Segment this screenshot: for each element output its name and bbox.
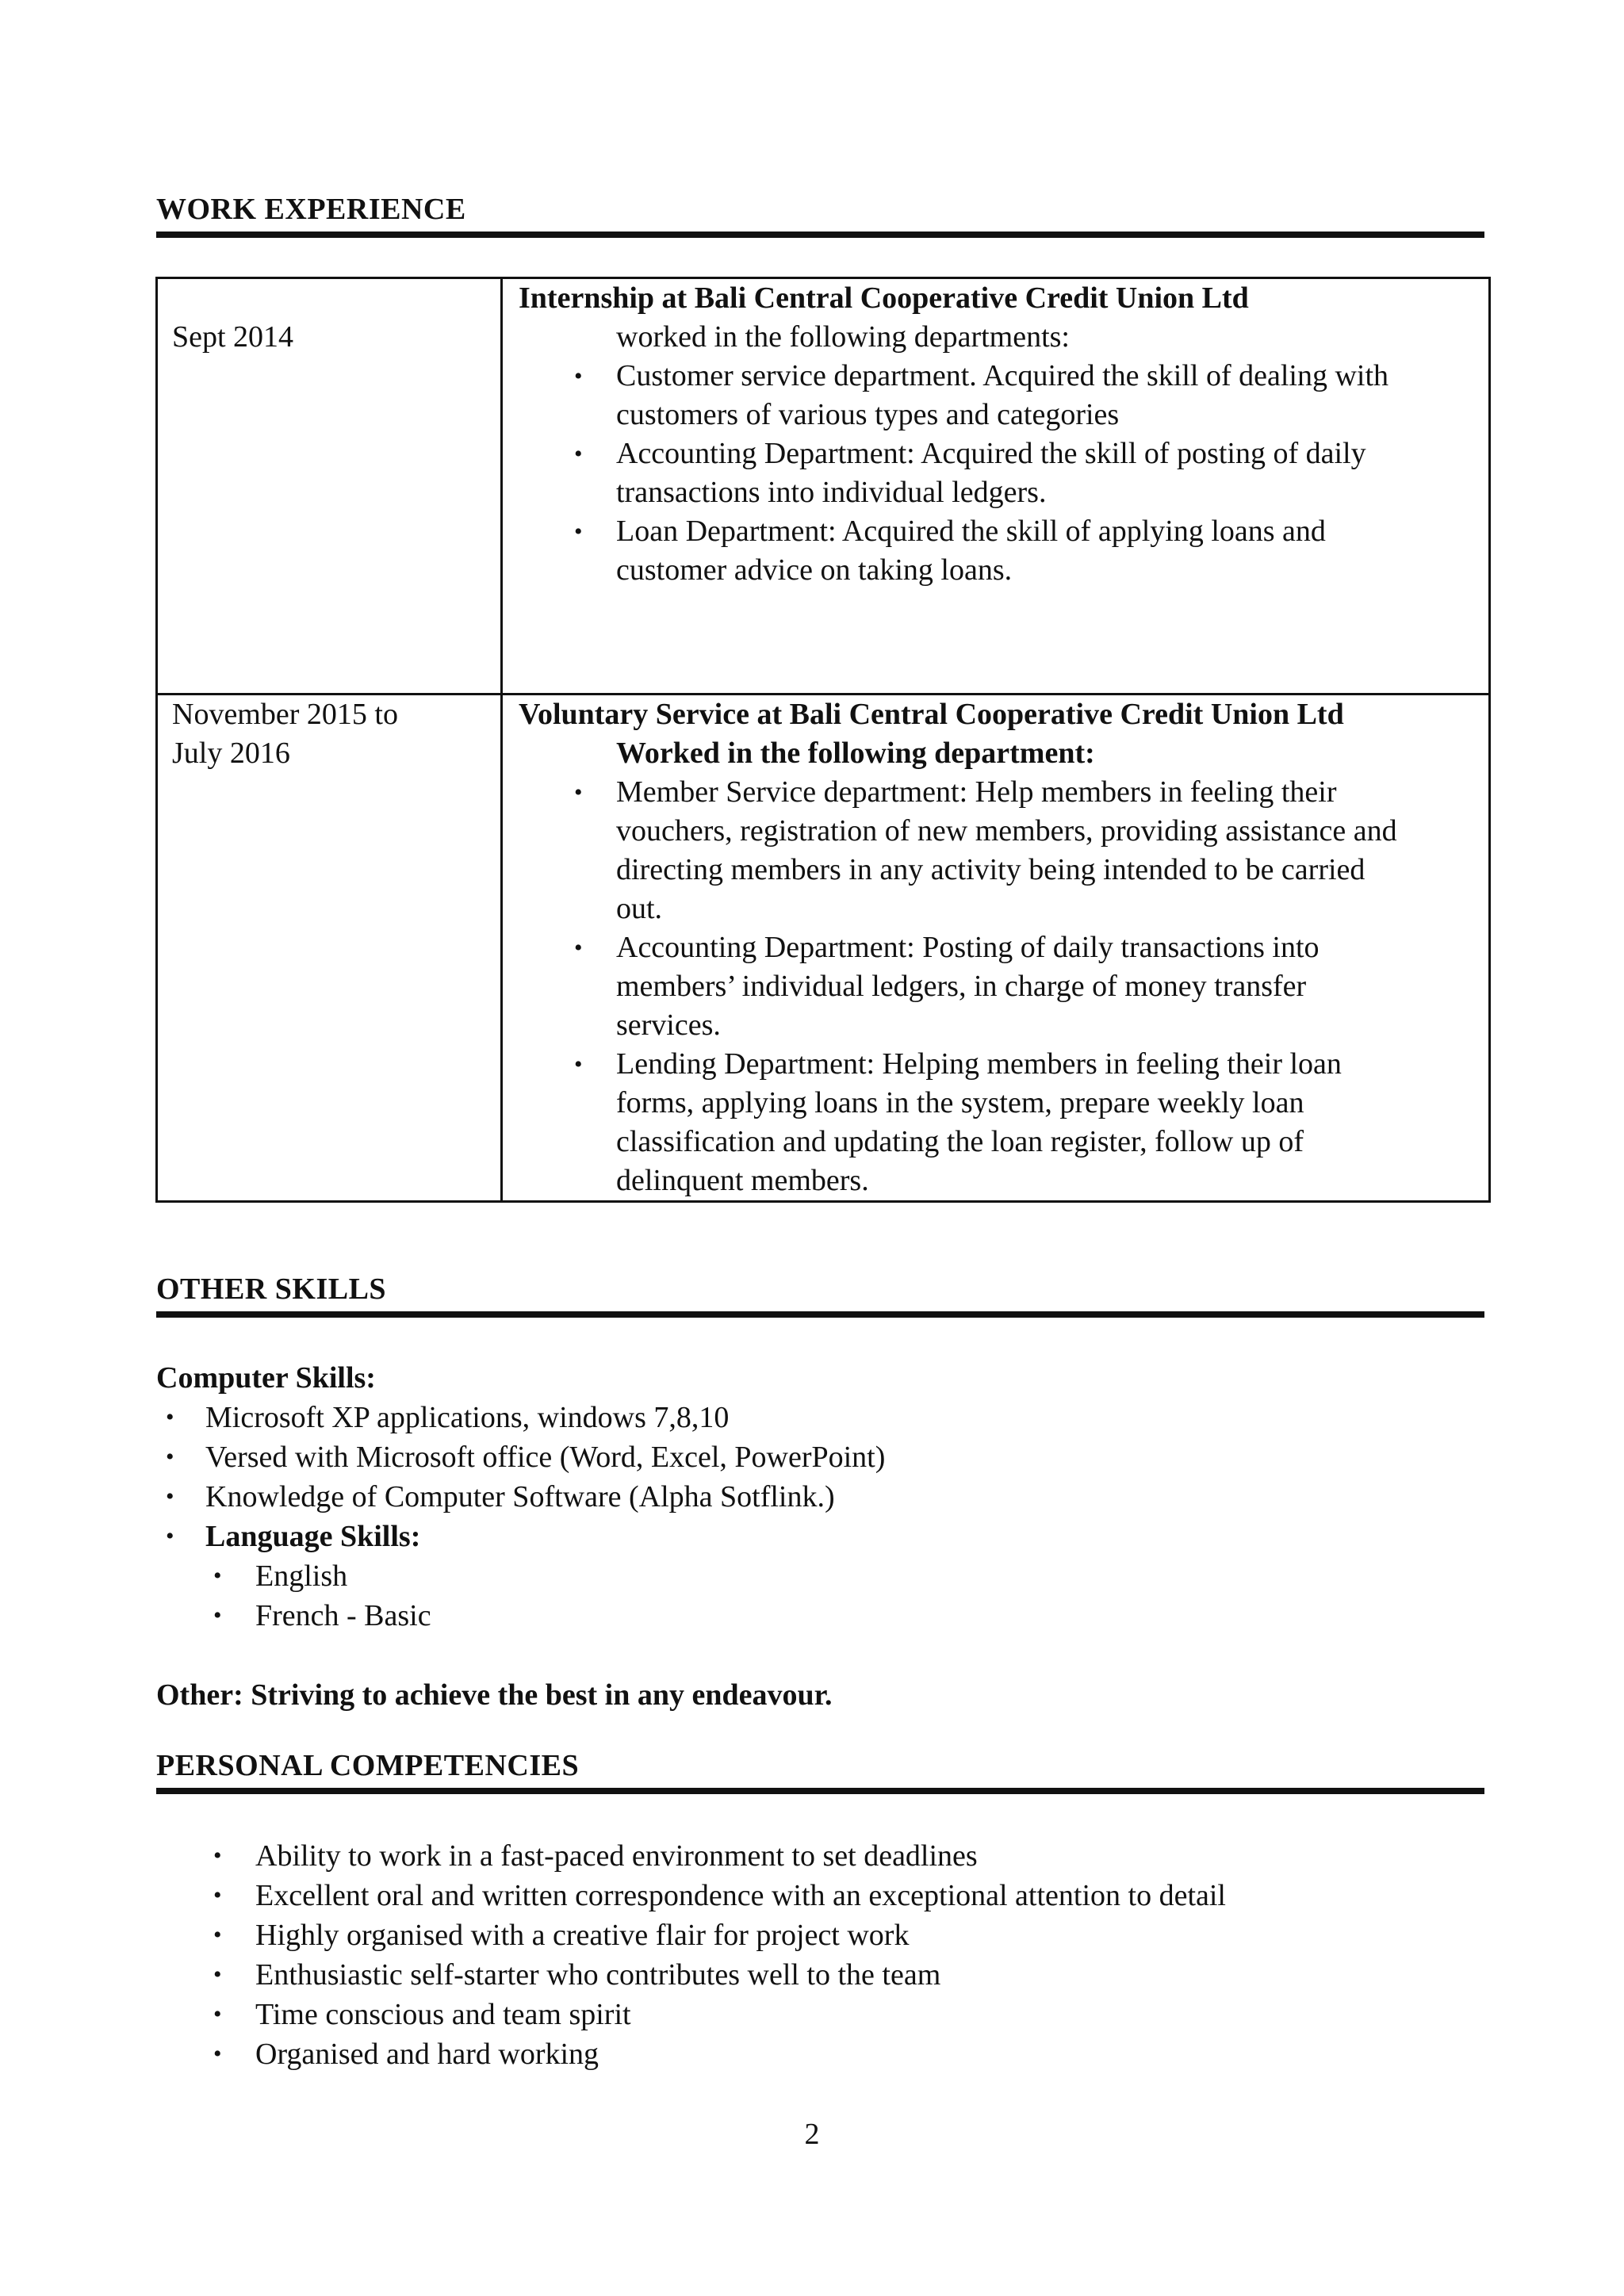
bullet-icon: • <box>213 2041 222 2067</box>
competency-item <box>156 1995 1484 2034</box>
bullet-line: Accounting Department: Acquired the skill of posting of daily <box>616 437 1366 470</box>
experience-title: Voluntary Service at Bali Central Cooperative Credit Union Ltd <box>519 698 1344 731</box>
bullet-icon: • <box>213 1961 222 1988</box>
experience-bullet-list <box>519 773 1488 1200</box>
competency-item <box>156 1876 1484 1915</box>
bullet-line: Customer service department. Acquired the skill of dealing with <box>616 359 1389 392</box>
competency-text: Ability to work in a fast-paced environment to set deadlines <box>255 1839 978 1873</box>
bullet-icon: • <box>574 935 583 961</box>
other-skills-block <box>156 1358 1484 1715</box>
work-experience-table <box>155 277 1491 1203</box>
bullet-line: Accounting Department: Posting of daily transactions into <box>616 931 1320 964</box>
other-skill-line: Other: Striving to achieve the best in any endeavour. <box>156 1678 833 1712</box>
experience-bullet <box>519 773 1488 928</box>
experience-subtitle: worked in the following departments: <box>616 320 1070 354</box>
experience-description-cell <box>502 278 1490 695</box>
competency-text: Time conscious and team spirit <box>255 1998 631 2031</box>
competency-item <box>156 1836 1484 1876</box>
competencies-list <box>156 1836 1484 2074</box>
experience-bullet <box>519 1045 1488 1200</box>
bullet-line: vouchers, registration of new members, providing assistance and <box>616 814 1397 848</box>
experience-subtitle: Worked in the following department: <box>616 737 1095 770</box>
computer-skills-label: Computer Skills: <box>156 1361 376 1395</box>
bullet-icon: • <box>574 363 583 389</box>
section-rule <box>156 1788 1484 1794</box>
computer-skill-item <box>156 1398 1484 1437</box>
experience-date: Sept 2014 <box>172 320 294 354</box>
experience-date: November 2015 to <box>172 698 398 731</box>
work-experience-heading: WORK EXPERIENCE <box>156 193 466 226</box>
bullet-line: services. <box>616 1008 721 1042</box>
bullet-line: members’ individual ledgers, in charge of money transfer <box>616 970 1307 1003</box>
bullet-icon: • <box>574 779 583 806</box>
bullet-line: customers of various types and categories <box>616 398 1120 431</box>
computer-skill-text: Microsoft XP applications, windows 7,8,10 <box>205 1401 730 1434</box>
page-number: 2 <box>804 2118 820 2151</box>
personal-competencies-heading: PERSONAL COMPETENCIES <box>156 1749 580 1782</box>
experience-date: July 2016 <box>172 737 290 770</box>
computer-skill-item <box>156 1437 1484 1477</box>
experience-row <box>157 278 1490 695</box>
competency-text: Organised and hard working <box>255 2038 599 2071</box>
computer-skills-list <box>156 1398 1484 1556</box>
language-skill-item <box>156 1556 1484 1596</box>
experience-bullet <box>519 512 1488 590</box>
bullet-line: transactions into individual ledgers. <box>616 476 1047 509</box>
section-rule <box>156 1311 1484 1318</box>
computer-skill-item <box>156 1477 1484 1517</box>
language-skill-item <box>156 1596 1484 1636</box>
computer-skill-text: Knowledge of Computer Software (Alpha Sotflink.) <box>205 1480 835 1513</box>
competency-text: Enthusiastic self-starter who contributes well to the team <box>255 1958 941 1992</box>
bullet-icon: • <box>166 1483 174 1510</box>
competency-text: Highly organised with a creative flair for project work <box>255 1919 910 1952</box>
experience-date-cell <box>157 278 502 695</box>
bullet-icon: • <box>166 1404 174 1430</box>
language-skills-label: Language Skills: <box>205 1520 421 1553</box>
language-skills-item <box>156 1517 1484 1556</box>
personal-competencies-block <box>156 1836 1484 2074</box>
experience-description-cell <box>502 695 1490 1202</box>
bullet-line: out. <box>616 892 663 925</box>
bullet-icon: • <box>574 519 583 545</box>
experience-bullet <box>519 434 1488 512</box>
bullet-line: Lending Department: Helping members in feeling their loan <box>616 1047 1342 1081</box>
experience-date-cell <box>157 695 502 1202</box>
bullet-line: delinquent members. <box>616 1164 869 1197</box>
bullet-line: customer advice on taking loans. <box>616 553 1013 587</box>
bullet-icon: • <box>213 1882 222 1908</box>
experience-row <box>157 695 1490 1202</box>
competency-item <box>156 1955 1484 1995</box>
bullet-line: Loan Department: Acquired the skill of applying loans and <box>616 515 1326 548</box>
bullet-icon: • <box>166 1444 174 1470</box>
bullet-icon: • <box>213 1922 222 1948</box>
language-skills-list <box>156 1556 1484 1636</box>
bullet-icon: • <box>213 1563 222 1589</box>
bullet-icon: • <box>213 1843 222 1869</box>
bullet-line: Member Service department: Help members in feeling their <box>616 775 1337 809</box>
competency-item <box>156 2034 1484 2074</box>
bullet-icon: • <box>213 1602 222 1628</box>
experience-bullet-list <box>519 357 1488 590</box>
bullet-line: classification and updating the loan register, follow up of <box>616 1125 1304 1158</box>
bullet-icon: • <box>574 1051 583 1077</box>
experience-bullet <box>519 928 1488 1045</box>
section-rule <box>156 232 1484 238</box>
bullet-icon: • <box>166 1523 174 1549</box>
competency-item <box>156 1915 1484 1955</box>
other-skills-heading: OTHER SKILLS <box>156 1272 387 1306</box>
bullet-line: directing members in any activity being intended to be carried <box>616 853 1365 886</box>
competency-text: Excellent oral and written correspondence with an exceptional attention to detail <box>255 1879 1226 1912</box>
bullet-line: forms, applying loans in the system, prepare weekly loan <box>616 1086 1304 1119</box>
experience-bullet <box>519 357 1488 434</box>
experience-title: Internship at Bali Central Cooperative Credit Union Ltd <box>519 281 1249 315</box>
language-skill-text: French - Basic <box>255 1599 431 1632</box>
computer-skill-text: Versed with Microsoft office (Word, Excel, PowerPoint) <box>205 1441 886 1474</box>
bullet-icon: • <box>574 441 583 467</box>
bullet-icon: • <box>213 2001 222 2027</box>
language-skill-text: English <box>255 1559 348 1593</box>
